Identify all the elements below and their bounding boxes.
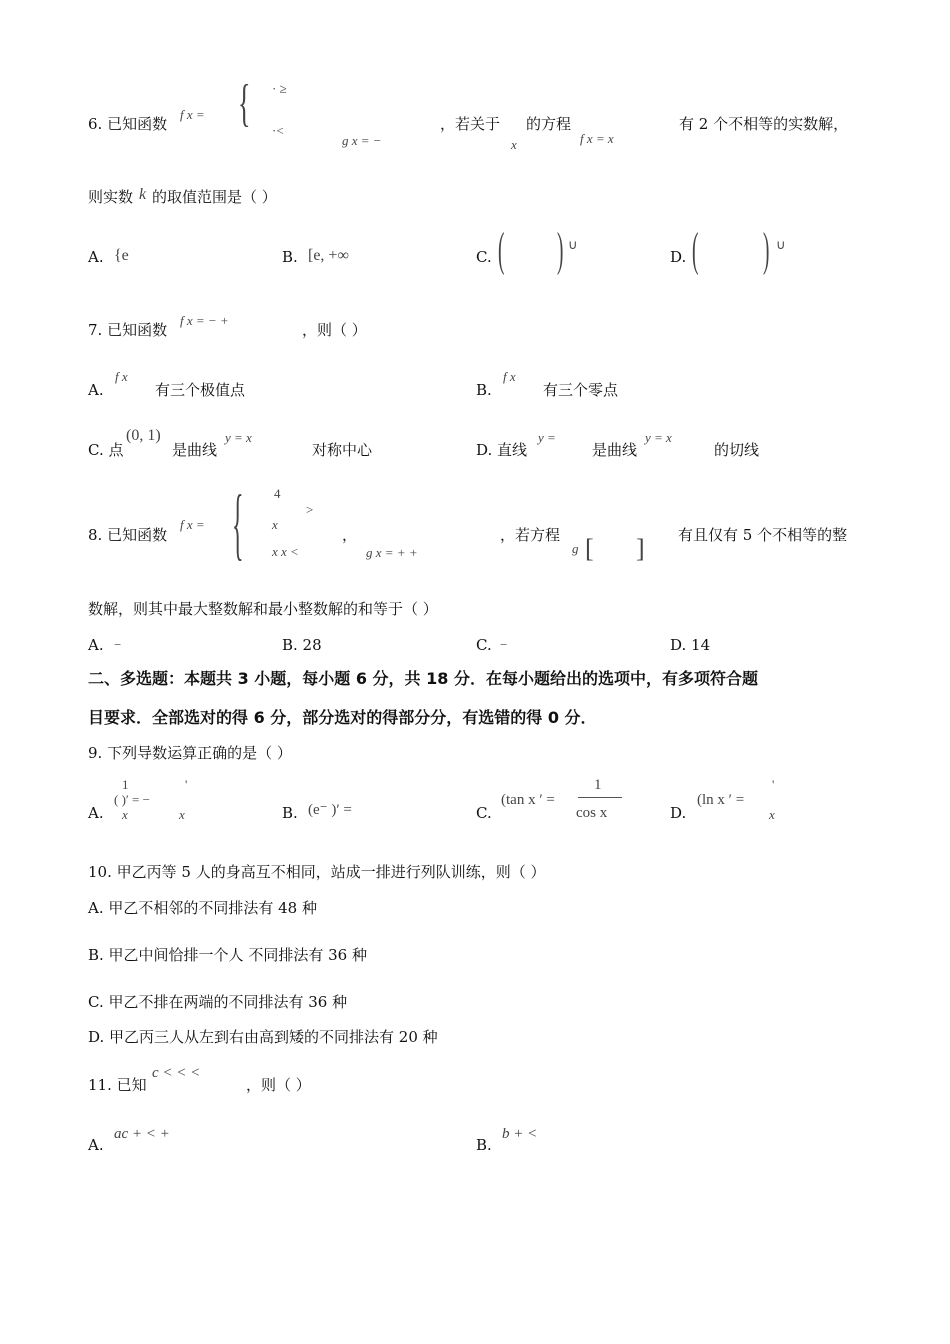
q7-option-c-label: C. 点 [88, 441, 124, 459]
q6-f-lhs: f x = [180, 107, 205, 122]
q11-option-a-math: ac + < + [114, 1126, 170, 1142]
q6-option-a-math: {e [114, 247, 129, 264]
q9-option-a-numerator: 1 [122, 777, 129, 792]
q8-case-4: x x < [272, 544, 299, 559]
q9-option-c-lhs: (tan x ′ = [501, 792, 555, 808]
q10-option-b: B. 甲乙中间恰排一个人 不同排法有 36 种 [88, 946, 367, 964]
q6-end-text: 有 2 个不相等的实数解， [679, 115, 849, 133]
q7-option-d-curve: y = x [645, 430, 672, 445]
q10-option-a: A. 甲乙不相邻的不同排法有 48 种 [88, 899, 317, 917]
q7-option-d-line: y = [538, 430, 556, 445]
q6-option-c-close-paren: ) [557, 223, 564, 276]
q6-option-d-open-paren: ( [692, 223, 699, 276]
q10-stem: 10. 甲乙丙等 5 人的身高互不相同，站成一排进行列队训练，则（ ） [88, 863, 546, 881]
q8-f-lhs: f x = [180, 517, 205, 532]
q8-mid-text: ，若方程 [500, 526, 561, 544]
q7-option-b-label: B. [476, 381, 492, 399]
q8-case-2: > [306, 502, 314, 517]
q8-g-definition: g x = + + [366, 545, 418, 560]
q9-option-d-denominator: x [769, 807, 775, 822]
q8-end-text: 有且仅有 5 个不相等的整 [678, 526, 848, 544]
q6-option-d-math: ∪ [776, 237, 786, 252]
q6-line2-a: 则实数 [88, 188, 134, 206]
q8-option-b: B. 28 [282, 636, 322, 654]
q8-label: 8. 已知函数 [88, 526, 168, 544]
q11-option-b-math: b + < [502, 1126, 538, 1142]
q6-case-2: ·< [272, 123, 284, 138]
q7-tail: ，则（ ） [302, 321, 367, 339]
q11-option-b-label: B. [476, 1136, 492, 1154]
q8-line2: 数解，则其中最大整数解和最小整数解的和等于（ ） [88, 600, 438, 618]
q6-option-c-math: ∪ [568, 237, 578, 252]
q7-option-a-math: f x [115, 369, 128, 384]
q11-option-a-label: A. [88, 1136, 104, 1154]
q9-option-a-math: ( )′ = − [114, 792, 150, 807]
q9-option-c-numerator: 1 [594, 777, 602, 793]
q6-piecewise-brace: { [238, 75, 251, 132]
q9-option-c-label: C. [476, 804, 492, 822]
q9-option-d-lhs: (ln x ′ = [697, 792, 745, 808]
q11-label: 11. 已知 [88, 1076, 147, 1094]
q10-option-d: D. 甲乙丙三人从左到右由高到矮的不同排法有 20 种 [88, 1028, 438, 1046]
q7-f-definition: f x = − + [180, 313, 229, 328]
q6-equation-text: 的方程 [526, 115, 572, 133]
q6-var-x: x [511, 137, 517, 152]
q8-option-d: D. 14 [670, 636, 711, 654]
q6-case-1: · ≥ [272, 81, 287, 96]
q8-option-a-label: A. [88, 636, 104, 654]
q8-option-c-math: − [500, 637, 508, 652]
q6-equation-math: f x = x [580, 131, 614, 146]
q7-option-d-text: 的切线 [714, 441, 760, 459]
q6-option-a-label: A. [88, 248, 104, 266]
q7-label: 7. 已知函数 [88, 321, 168, 339]
q8-case-1: 4 [274, 486, 281, 501]
q8-option-a-math: − [114, 637, 122, 652]
q9-option-a-denominator-2: x [179, 807, 185, 822]
q6-option-d-close-paren: ) [763, 223, 770, 276]
q9-option-a-tick: ' [185, 777, 188, 792]
q8-option-c-label: C. [476, 636, 492, 654]
q7-option-b-math: f x [503, 369, 516, 384]
q9-stem: 9. 下列导数运算正确的是（ ） [88, 744, 292, 762]
q6-option-d-label: D. [670, 248, 687, 266]
q8-equation-close-bracket: ] [636, 534, 645, 563]
q9-option-c-fraction-bar [578, 797, 622, 798]
q6-option-c-label: C. [476, 248, 492, 266]
q9-option-d-label: D. [670, 804, 687, 822]
section-2-instructions-line-2: 目要求．全部选对的得 6 分，部分选对的得部分分，有选错的得 0 分． [88, 708, 597, 727]
q11-tail: ，则（ ） [246, 1076, 311, 1094]
q9-option-d-tick: ' [772, 777, 775, 792]
q7-option-d-label: D. 直线 [476, 441, 528, 459]
q9-option-b-label: B. [282, 804, 298, 822]
q10-option-c: C. 甲乙不排在两端的不同排法有 36 种 [88, 993, 348, 1011]
q8-case-3: x [272, 517, 278, 532]
q8-equation-open-bracket: [ [585, 534, 594, 563]
q7-option-c-mid: 是曲线 [172, 441, 218, 459]
q6-label: 6. 已知函数 [88, 115, 168, 133]
section-2-instructions-line-1: 二、多选题：本题共 3 小题，每小题 6 分，共 18 分．在每小题给出的选项中，有多项符合题 [88, 669, 758, 688]
q9-option-a-denominator-1: x [122, 807, 128, 822]
q6-option-b-math: [e, +∞ [308, 247, 349, 264]
q6-option-c-open-paren: ( [498, 223, 505, 276]
q7-option-a-text: 有三个极值点 [155, 381, 246, 399]
q7-option-c-curve: y = x [225, 430, 252, 445]
q7-option-c-text: 对称中心 [312, 441, 373, 459]
q7-option-a-label: A. [88, 381, 104, 399]
q9-option-b-math: (e⁻ )′ = [308, 802, 352, 818]
q8-comma: ， [342, 526, 358, 544]
q6-option-b-label: B. [282, 248, 298, 266]
q9-option-c-denominator: cos x [576, 805, 608, 821]
q6-g-definition: g x = − [342, 133, 382, 148]
q7-option-b-text: 有三个零点 [543, 381, 619, 399]
q6-var-k: k [139, 186, 147, 203]
q7-option-c-point: (0, 1) [126, 427, 161, 444]
q8-piecewise-brace: { [232, 480, 244, 568]
q9-option-a-label: A. [88, 804, 104, 822]
q11-condition: c < < < [152, 1065, 201, 1081]
q7-option-d-mid: 是曲线 [592, 441, 638, 459]
q8-equation-math: g [572, 541, 579, 556]
q6-mid-text: ，若关于 [440, 115, 501, 133]
q6-line2-b: 的取值范围是（ ） [152, 188, 277, 206]
